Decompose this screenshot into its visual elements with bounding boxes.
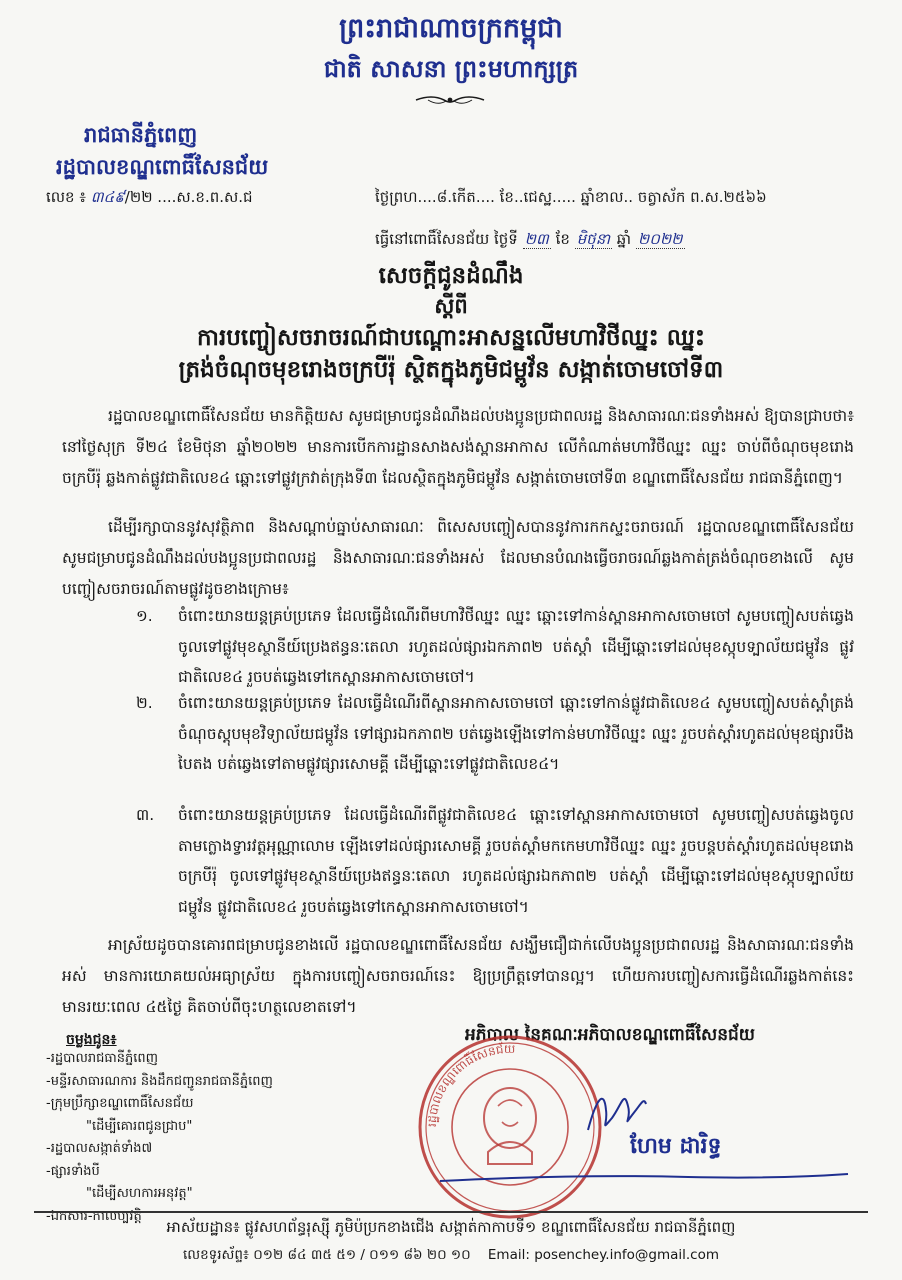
cc-item: "ដើម្បីគោរពជូនជ្រាប"	[86, 1118, 193, 1134]
route-item-text: ចំពោះយានយន្តគ្រប់ប្រភេទ ដែលធ្វើដំណើរពីមហាវិថីឈ្នះ ឈ្នះ ឆ្ពោះទៅកាន់ស្ពានអាកាសចោមចៅ សូមបញ្ចៀសបត់ឆ្វេង ចូលទៅផ្លូវមុខស្ថានីយ៍ប្រេងឥន្ធនៈតេលា រហូតដល់ផ្សារឯកភាព២ បត់ស្តាំ ដើម្បីឆ្ពោះទៅដល់មុខស្កុបទ្បាល័យជម្ពូវ័ន ផ្លូវជាតិលេខ៤ រួចបត់ឆ្វេងទៅកេស្ពានអាកាសចោមចៅ។	[178, 607, 854, 687]
cc-title: ចម្លងជូន៖	[66, 1032, 117, 1048]
notice-title: សេចក្តីជូនដំណឹង	[378, 263, 524, 289]
date-month-label: ខែ	[555, 230, 570, 248]
issuer-city: រាជធានីភ្នំពេញ	[84, 123, 198, 147]
email-label: Email:	[487, 1247, 530, 1263]
footer-address: អាស័យដ្ឋាន៖ ផ្លូវសហព័ន្ធរុស្ស៊ី ភូមិប៉ប្រកខាងជើង សង្កាត់កាកាបទី១ ខណ្ឌពោធិ៍សែនជ័យ រាជធានីភ្នំពេញ	[166, 1218, 736, 1236]
reference-suffix: /២២ ....ស.ខ.ព.ស.ជ	[124, 188, 253, 206]
body-paragraph-3: អាស្រ័យដូចបានគោរពជម្រាបជូនខាងលើ រដ្ឋបាលខណ្ឌពោធិ៍សែនជ័យ សង្ឃឹមជឿជាក់លើបងប្អូនប្រជាពលរដ្ឋ និងសាធារណៈជនទាំងអស់ មានការយោគយល់អធ្យាស្រ័យ ក្នុងការបញ្ចៀសចរាចរណ៍នេះ ឱ្យប្រព្រឹត្តទៅបានល្អ។ ហើយការបញ្ចៀសការធ្វើដំណើរឆ្លងកាត់នេះ មានរយៈពេល ៤៥ថ្ងៃ គិតចាប់ពីចុះហត្ថលេខាតទៅ។	[62, 936, 854, 1017]
national-motto: ជាតិ សាសនា ព្រះមហាក្សត្រ	[323, 55, 579, 83]
cc-item: "ដើម្បីសហការអនុវត្ត"	[86, 1186, 193, 1201]
phone-label: លេខទូរស័ព្ទ៖	[182, 1247, 249, 1263]
footer-divider	[34, 1211, 868, 1213]
date-year-label: ឆ្នាំ	[616, 230, 632, 248]
route-item-1	[136, 601, 854, 693]
lunar-date: ថ្ងៃព្រហ....៨.កើត.... ខែ..ជេស្ឋ..... ឆ្នាំខាល.. ចត្វាស័ក ព.ស.២៥៦៦	[375, 188, 767, 206]
official-seal-icon	[412, 1032, 608, 1222]
date-year: ២០២២	[637, 230, 683, 248]
issue-date	[375, 230, 865, 252]
date-day: ២៣	[524, 230, 549, 248]
date-month: មិថុនា	[576, 230, 610, 248]
route-item-2	[136, 688, 854, 780]
cc-item: -ក្រុមប្រឹក្សាខណ្ឌពោធិ៍សែនជ័យ	[46, 1096, 194, 1111]
notice-about: ស្តីពី	[434, 294, 468, 318]
signature-stroke-icon	[438, 1172, 850, 1184]
route-item-number: ១.	[136, 607, 153, 625]
cc-item: -រដ្ឋបាលសង្កាត់ទាំង៧	[46, 1141, 153, 1156]
cc-item: -ផ្សារទាំងបី	[46, 1163, 100, 1179]
issuer-district: រដ្ឋបាលខណ្ឌពោធិ៍សែនជ័យ	[56, 155, 269, 179]
cc-item: -មន្ទីរសាធារណការ និងដឹកជញ្ជូនរាជធានីភ្នំពេញ	[46, 1073, 273, 1089]
date-prefix: ធ្វើនៅពោធិ៍សែនជ័យ ថ្ងៃទី	[375, 230, 518, 248]
email-address: posenchey.info@gmail.com	[534, 1247, 720, 1263]
kingdom-heading: ព្រះរាជាណាចក្រកម្ពុជា	[339, 13, 563, 44]
ornament-divider-icon	[414, 92, 486, 108]
cc-item: -ឯកសារ-កាលប្បវត្តិ	[46, 1208, 142, 1224]
reference-number	[46, 188, 253, 210]
handwritten-signature-icon	[582, 1080, 652, 1140]
notice-subject-line-1: ការបញ្ចៀសចរាចរណ៍ជាបណ្តោះអាសន្នលើមហាវិថីឈ្នះ ឈ្នះ	[197, 325, 705, 351]
footer-contact	[0, 1246, 902, 1266]
body-paragraph-1: រដ្ឋបាលខណ្ឌពោធិ៍សែនជ័យ មានកិត្តិយស សូមជម្រាបជូនដំណឹងដល់បងប្អូនប្រជាពលរដ្ឋ និងសាធារណៈជនទាំងអស់ ឱ្យបានជ្រាបថា៖ នៅថ្ងៃសុក្រ ទី២៤ ខែមិថុនា ឆ្នាំ២០២២ មានការបើកការដ្ឋានសាងសង់ស្ពានអាកាស លើកំណាត់មហាវិថីឈ្នះ ឈ្នះ ចាប់ពីចំណុចមុខរោងចក្របីរ៉ុ ឆ្លងកាត់ផ្លូវជាតិលេខ៤ ឆ្ពោះទៅផ្លូវក្រវាត់ក្រុងទី៣ ដែលស្ថិតក្នុងភូមិជម្ពូវ័ន សង្កាត់ចោមចៅទី៣ ខណ្ឌពោធិ៍សែនជ័យ រាជធានីភ្នំពេញ។	[62, 407, 855, 488]
route-item-number: ២.	[136, 694, 153, 712]
cc-list	[46, 1048, 273, 1228]
reference-value: ៣៤៩	[90, 188, 125, 206]
notice-subject-line-2: ត្រង់ចំណុចមុខរោងចក្របីរ៉ុ ស្ថិតក្នុងភូមិជម្ពូវ័ន សង្កាត់ចោមចៅទី៣	[178, 357, 724, 383]
route-item-3	[136, 800, 854, 922]
route-item-text: ចំពោះយានយន្តគ្រប់ប្រភេទ ដែលធ្វើដំណើរពីផ្លូវជាតិលេខ៤ ឆ្ពោះទៅស្ពានអាកាសចោមចៅ សូមបញ្ចៀសបត់ឆ្វេងចូលតាមក្លោងទ្វារវត្តអុណ្ណាលោម ឡើងទៅដល់ផ្សារសោមគ្គី រួចបត់ស្តាំមកកេមហាវិថីឈ្នះ ឈ្នះ រួចបន្តបត់ស្តាំរហូតដល់មុខរោងចក្របីរ៉ុ ចូលទៅផ្លូវមុខស្ថានីយ៍ប្រេងឥន្ធនៈតេលា រហូតដល់ផ្សារឯកភាព២ បត់ស្តាំ ដើម្បីឆ្ពោះទៅដល់មុខស្កុបទ្បាល័យជម្ពូវ័ន ផ្លូវជាតិលេខ៤ រួចបត់ឆ្វេងទៅកេស្ពានអាកាសចោមចៅ។	[178, 806, 854, 916]
cc-item: -រដ្ឋបាលរាជធានីភ្នំពេញ	[46, 1051, 158, 1066]
signatory-title: អភិបាល នៃគណៈអភិបាលខណ្ឌពោធិ៍សែនជ័យ	[464, 1025, 755, 1045]
body-paragraph-2: ដើម្បីរក្សាបាននូវសុវត្ថិភាព និងសណ្តាប់ធ្នាប់សាធារណៈ ពិសេសបញ្ចៀសបាននូវការកកស្ទះចរាចរណ៍ រដ្ឋបាលខណ្ឌពោធិ៍សែនជ័យ សូមជម្រាបជូនដំណឹងដល់បងប្អូនប្រជាពលរដ្ឋ និងសាធារណៈជនទាំងអស់ ដែលមានបំណងធ្វើចរាចរណ៍ឆ្លងកាត់ត្រង់ចំណុចខាងលើ សូមបញ្ចៀសចរាចរណ៍តាមផ្លូវដូចខាងក្រោម៖	[62, 518, 854, 599]
route-item-text: ចំពោះយានយន្តគ្រប់ប្រភេទ ដែលធ្វើដំណើរពីស្ពានអាកាសចោមចៅ ឆ្ពោះទៅកាន់ផ្លូវជាតិលេខ៤ សូមបញ្ចៀសបត់ស្តាំត្រង់ចំណុចស្តុបមុខវិទ្យាល័យជម្ពូវ័ន ទៅផ្សារឯកភាព២ បត់ឆ្វេងឡើងទៅកាន់មហាវិថីឈ្នះ ឈ្នះ រួចបត់ស្តាំរហូតដល់មុខផ្សារបឹងបៃតង បត់ឆ្វេងទៅតាមផ្លូវផ្សារសោមគ្គី ដើម្បីឆ្ពោះទៅផ្លូវជាតិលេខ៤។	[178, 694, 854, 774]
reference-label: លេខ ៖	[46, 188, 86, 206]
signatory-name: ហែម ដារិទ្ធ	[630, 1134, 722, 1159]
phone-number: ០១២ ៨៤ ៣៥ ៥១ / ០១១ ៨៦ ២០ ១០	[253, 1247, 471, 1263]
svg-text:រដ្ឋបាលខណ្ឌពោធិ៍សែនជ័យ: រដ្ឋបាលខណ្ឌពោធិ៍សែនជ័យ	[424, 1041, 516, 1128]
route-item-number: ៣.	[136, 806, 155, 824]
